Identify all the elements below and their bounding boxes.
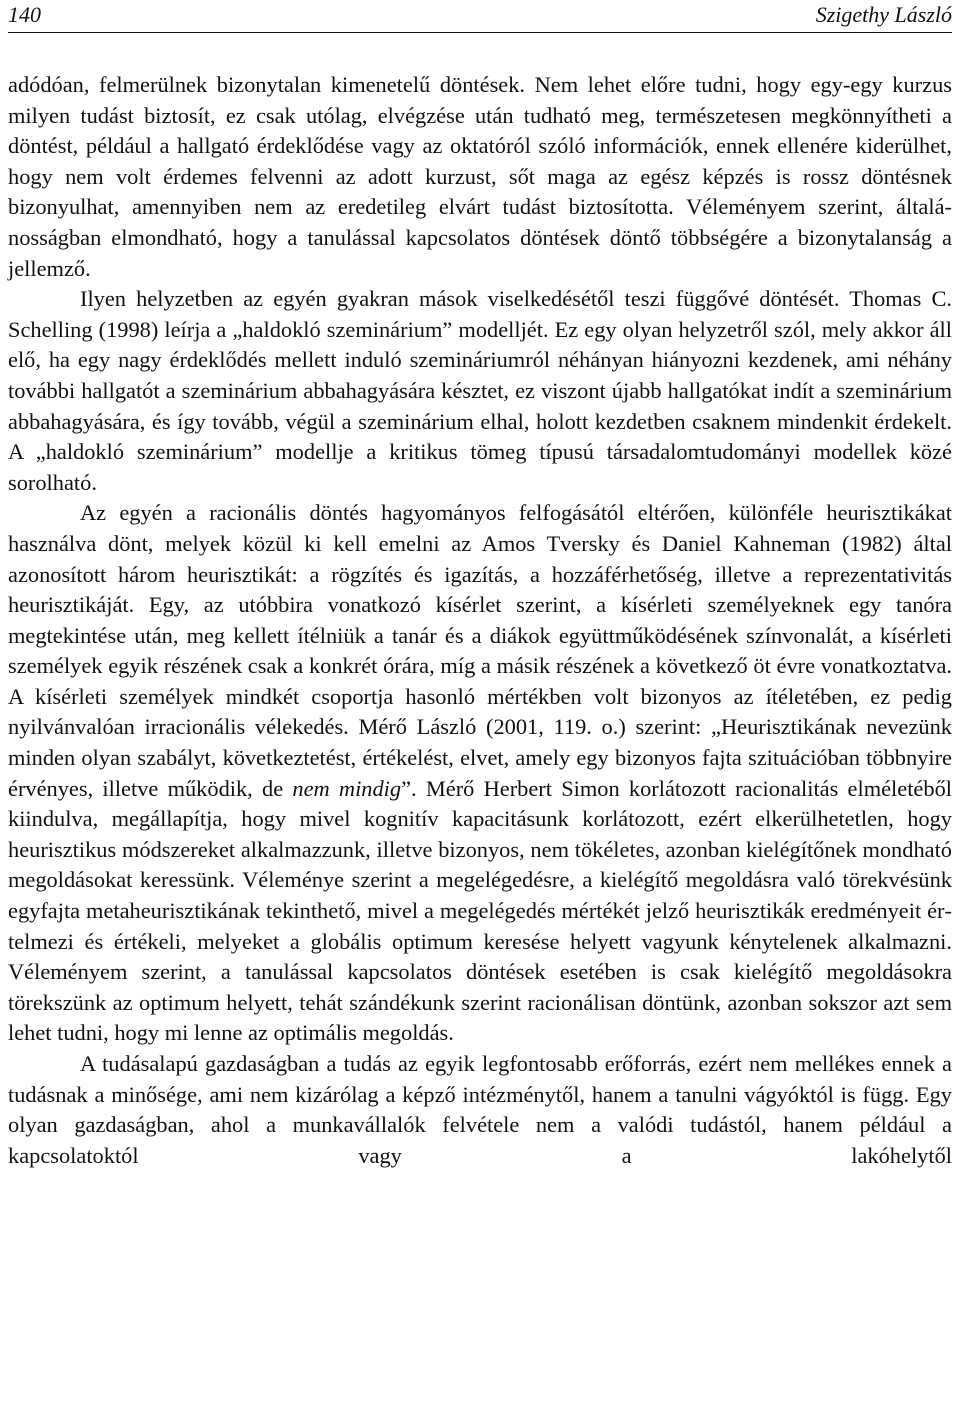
paragraph-2	[8, 284, 952, 498]
paragraph-3-emphasis: nem mindig	[292, 775, 402, 801]
paragraph-4	[8, 1049, 952, 1171]
running-head-author: Szigethy László	[815, 2, 952, 27]
page-header	[8, 0, 952, 33]
paragraph-3	[8, 498, 952, 1049]
paragraph-4-text: A tudásalapú gazdaságban a tudás az egyik legfontosabb erőforrás, ezért nem mellékes ennek a tudásnak a minősége, ami nem kizárólag a képző intézménytől, hanem a tanulni vágyóktól is függ. Egy olyan gazdaságban, ahol a munkavállalók felvétele nem a valódi tudástól, hanem például a kapcsolatoktól vagy a lakóhelytől	[8, 1051, 952, 1168]
paragraph-2-text: Ilyen helyzetben az egyén gyakran mások viselkedésétől teszi függővé döntését. Thomas C. Schelling (1998) leírja a „haldokló szeminárium” modelljét. Ez egy olyan helyzetről szól, mely akkor áll elő, ha egy nagy érdeklődés mellett induló szemináriumról néhányan hiányozni kezdenek, ami néhány további hallgatót a szeminárium abbahagyására késztet, ez viszont újabb hallgatókat indít a szeminárium abbahagyására, és így tovább, végül a szeminárium elhal, holott kezdetben csaknem mindenkit érdekelt. A „haldokló szeminárium” modellje a kritikus tömeg típusú társadalomtudományi modellek közé sorolható.	[8, 286, 952, 495]
page-number: 140	[8, 2, 41, 27]
paragraph-3-text-a: Az egyén a racionális döntés hagyományos felfogásától eltérően, különféle heurisztikákat használva dönt, melyek közül ki kell emelni az Amos Tversky és Daniel Kahneman (1982) által azonosított három heurisztikát: a rögzítés és igazítás, a hozzáférhetőség, illetve a reprezentativitás heurisztikáját. Egy, az utóbbira vonatkozó kísérlet szerint, a kísérleti személyeknek egy tanóra megtekintése után, meg kellett ítélniük a tanár és a diákok együttműködésének színvonalát, a kísérleti személyek egyik részének csak a konkrét órára, míg a másik részének a következő öt évre vonatkoztatva. A kísérleti személyek mindkét csoportja hasonló mértékben volt bizonyos az ítéletében, ez pedig nyilvánvalóan irracionális vélekedés. Mérő László (2001, 119. o.) szerint: „Heurisztikának nevezünk minden olyan szabályt, következtetést, értékelést, elvet, amely egy bizonyos fajta szituációban többnyire érvényes, illetve működik, de	[8, 500, 952, 801]
paragraph-1	[8, 70, 952, 284]
paragraph-3-text-b: ”. Mérő Herbert Simon korlátozott racionalitás elméletéből kiindulva, megállapítja, hogy mivel kognitív kapacitásunk korlátozott, ezért elkerülhetetlen, hogy heurisztikus módszereket alkalmazzunk, illetve bizonyos, nem tökéletes, azonban kielégítőnek mondható megoldásokat keressünk. Véleménye szerint a megelégedésre, a kielégítő megoldásra való törekvésünk egyfajta metaheurisztikának tekinthető, mivel a megelégedés mértékét jelző heurisztikák eredményeit értelmezi és értékeli, melyeket a globális optimum keresése helyett vagyunk kénytelenek alkalmazni. Véleményem szerint, a tanulással kapcsolatos döntések esetében is csak kielégítő megoldásokra törekszünk az optimum helyett, tehát szándékunk szerint racionálisan döntünk, azonban sokszor azt sem lehet tudni, hogy mi lenne az optimális megoldás.	[8, 775, 952, 1046]
paragraph-1-text: adódóan, felmerülnek bizonytalan kimenetelű döntések. Nem lehet előre tudni, hogy egy-egy kurzus milyen tudást biztosít, ez csak utólag, elvégzése után tudható meg, természetesen megkönnyítheti a döntést, például a hallgató érdeklődése vagy az oktatóról szóló információk, ennek ellenére kiderülhet, hogy nem volt érdemes felvenni az adott kurzust, sőt maga az egész képzés is rossz döntésnek bizonyulhat, amennyiben nem az eredetileg elvárt tudást biztosította. Véleményem szerint, általánosságban elmondható, hogy a tanulással kapcsolatos döntések döntő többségére a bizonytalanság a jellemző.	[8, 72, 952, 281]
body-text	[8, 70, 952, 1171]
